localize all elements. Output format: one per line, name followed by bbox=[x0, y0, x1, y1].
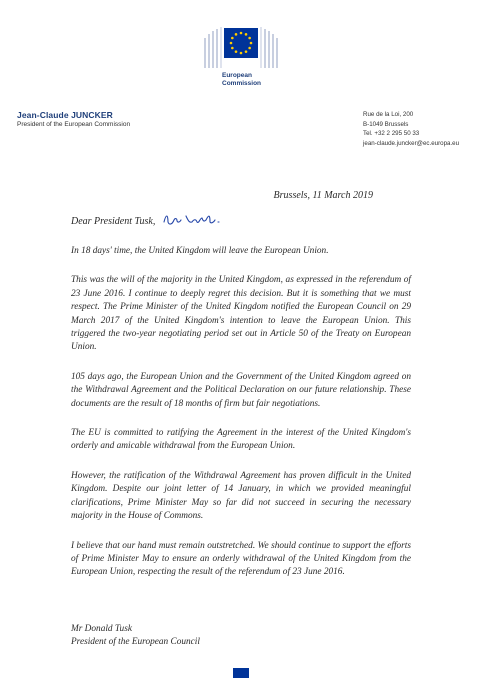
eu-star-icon bbox=[240, 52, 243, 55]
eu-star-icon bbox=[250, 42, 253, 45]
paragraph: The EU is committed to ratifying the Agreement in the interest of the United Kingdom's orderly and amicable withdrawal from the European Union. bbox=[71, 428, 411, 452]
european-commission-logo bbox=[200, 24, 282, 96]
commission-building-icon bbox=[200, 24, 282, 72]
eu-star-icon bbox=[248, 37, 251, 40]
address-email: jean-claude.juncker@ec.europa.eu bbox=[363, 139, 460, 147]
eu-star-icon bbox=[245, 33, 248, 36]
eu-star-icon bbox=[235, 33, 238, 36]
paragraph: In 18 days' time, the United Kingdom will leave the European Union. bbox=[71, 246, 329, 256]
eu-star-icon bbox=[235, 50, 238, 53]
letter-date: Brussels, 11 March 2019 bbox=[273, 190, 373, 201]
eu-star-icon bbox=[245, 50, 248, 53]
eu-star-icon bbox=[231, 47, 234, 50]
paragraph: I believe that our hand must remain outstretched. We should continue to support the efforts of Prime Minister May to ensure an orderly withdrawal of the United Kingdom from the European Union, respecting the result of the referendum of 23 June 2016. bbox=[71, 540, 411, 578]
eu-star-icon bbox=[240, 32, 243, 35]
recipient-block bbox=[71, 623, 200, 648]
eu-flag-icon bbox=[233, 668, 249, 678]
commission-name bbox=[222, 72, 261, 87]
letter-body bbox=[71, 245, 411, 596]
eu-star-icon bbox=[230, 42, 233, 45]
commission-name-line2: Commission bbox=[222, 79, 262, 87]
address-phone: Tel. +32 2 295 50 33 bbox=[363, 130, 420, 137]
address-street: Rue de la Loi, 200 bbox=[363, 111, 414, 118]
sender-title: President of the European Commission bbox=[17, 121, 131, 128]
eu-star-icon bbox=[248, 47, 251, 50]
sender-name: Jean-Claude JUNCKER bbox=[17, 110, 113, 120]
sender-address bbox=[363, 110, 459, 148]
commission-name-line1: European bbox=[222, 72, 252, 79]
paragraph: This was the will of the majority in the United Kingdom, as expressed in the referendum of 23 June 2016. I continue to deeply regret this decision. But it is something that we must respect. The Prime Minister of the United Kingdom notified the European Council on 29 March 2017 of the United Kingdom's intention to leave the European Union. This triggered the two-year negotiating period set out in Article 50 of the Treaty on European Union. bbox=[71, 275, 411, 353]
salutation: Dear President Tusk, bbox=[71, 216, 156, 227]
handwritten-greeting-mark bbox=[162, 210, 224, 230]
paragraph: However, the ratification of the Withdrawal Agreement has proven difficult in the United Kingdom. Despite our joint letter of 14 January, in which we provided meaningful clarifications, Prime Minister May so far did not succeed in securing the necessary majority in the House of Commons. bbox=[71, 470, 411, 522]
recipient-name: Mr Donald Tusk bbox=[71, 624, 132, 634]
address-city: B-1049 Brussels bbox=[363, 120, 409, 128]
eu-star-icon bbox=[231, 37, 234, 40]
recipient-title: President of the European Council bbox=[71, 636, 200, 647]
paragraph: 105 days ago, the European Union and the Government of the United Kingdom agreed on the Withdrawal Agreement and the Political Declaration on our future relationship. These documents are the result of 18 months of firm but fair negotiations. bbox=[71, 371, 411, 409]
